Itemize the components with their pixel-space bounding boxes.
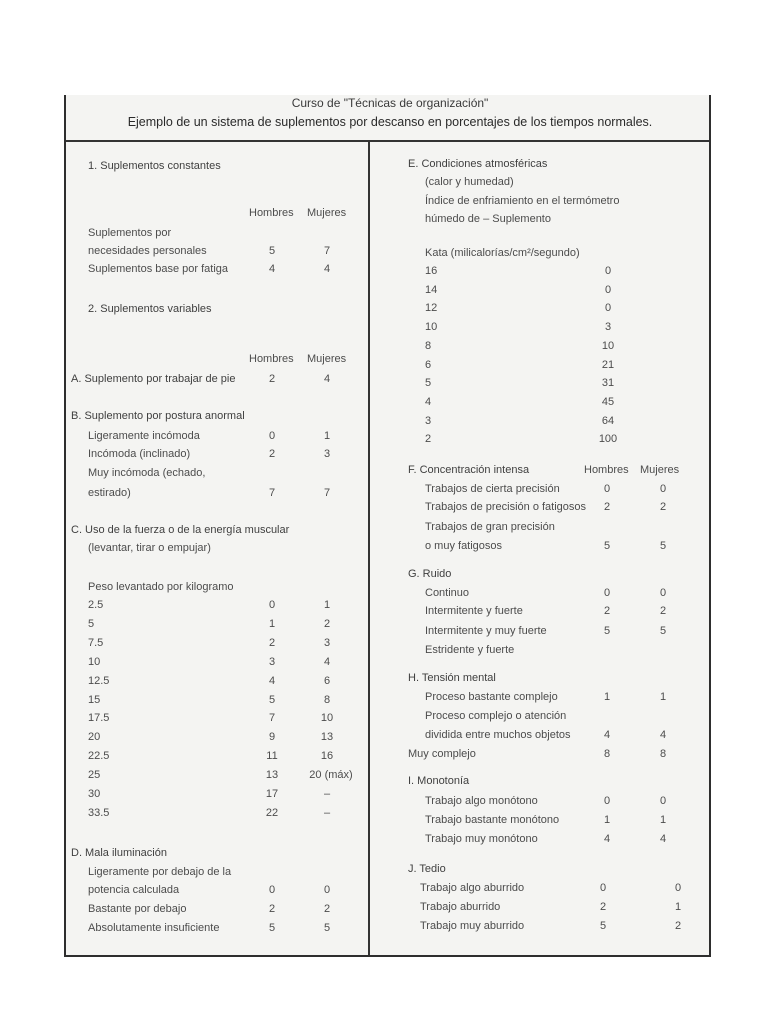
row-label: dividida entre muchos objetos <box>425 729 571 741</box>
row-label: Trabajos de cierta precisión <box>425 483 560 495</box>
value-men: 0 <box>603 795 611 807</box>
kata-index: 16 <box>425 265 438 277</box>
value-women: 0 <box>674 882 682 894</box>
value-men: 13 <box>265 769 279 781</box>
value-women: 4 <box>323 373 331 385</box>
row-label: Bastante por debajo <box>88 903 187 915</box>
row-label: Trabajos de precisión o fatigosos <box>425 501 587 513</box>
col-header-men: Hombres <box>584 464 629 476</box>
value-women: 4 <box>659 833 667 845</box>
value-men: 0 <box>268 599 276 611</box>
row-label: Trabajos de gran precisión <box>425 521 555 533</box>
kata-index: 14 <box>425 284 438 296</box>
section-a-label: A. Suplemento por trabajar de pie <box>71 373 236 385</box>
value-women: 16 <box>320 750 334 762</box>
row-label: o muy fatigosos <box>425 540 503 552</box>
value-women: 0 <box>323 884 331 896</box>
value-women: 4 <box>323 656 331 668</box>
value-men: 4 <box>603 833 611 845</box>
row-label: Intermitente y muy fuerte <box>425 625 547 637</box>
weight-kg: 12.5 <box>88 675 110 687</box>
value-men: 5 <box>599 920 607 932</box>
value-women: 3 <box>323 448 331 460</box>
kata-index: 10 <box>425 321 438 333</box>
section-variable-title: 2. Suplementos variables <box>88 303 212 315</box>
value-women: 7 <box>323 245 331 257</box>
value-women: 1 <box>674 901 682 913</box>
value-men: 0 <box>268 430 276 442</box>
row-label: Suplementos por <box>88 227 172 239</box>
weight-kg: 33.5 <box>88 807 110 819</box>
value-men: 5 <box>268 922 276 934</box>
value-men: 9 <box>268 731 276 743</box>
kata-supplement: 3 <box>604 321 612 333</box>
kata-index: 4 <box>425 396 432 408</box>
value-men: 2 <box>268 373 276 385</box>
kata-supplement: 10 <box>601 340 615 352</box>
weight-kg: 10 <box>88 656 101 668</box>
kata-index: 5 <box>425 377 432 389</box>
value-men: 4 <box>268 675 276 687</box>
weight-kg: 5 <box>88 618 95 630</box>
kata-supplement: 0 <box>604 265 612 277</box>
value-men: 2 <box>268 448 276 460</box>
row-label: Trabajo algo aburrido <box>420 882 525 894</box>
value-women: 0 <box>659 795 667 807</box>
value-men: 2 <box>268 903 276 915</box>
value-men: 8 <box>603 748 611 760</box>
value-women: 4 <box>323 263 331 275</box>
weight-kg: 22.5 <box>88 750 110 762</box>
section-i-title: I. Monotonía <box>408 775 470 787</box>
value-men: 22 <box>265 807 279 819</box>
row-label: potencia calculada <box>88 884 180 896</box>
row-label: estirado) <box>88 487 131 499</box>
value-women: 3 <box>323 637 331 649</box>
row-label: Proceso complejo o atención <box>425 710 567 722</box>
section-c-subtitle: (levantar, tirar o empujar) <box>88 542 211 554</box>
kata-index: 8 <box>425 340 432 352</box>
value-men: 1 <box>603 691 611 703</box>
weight-kg: 15 <box>88 694 101 706</box>
section-constant-title: 1. Suplementos constantes <box>88 160 221 172</box>
value-women: 2 <box>674 920 682 932</box>
value-men: 5 <box>268 245 276 257</box>
value-men: 1 <box>603 814 611 826</box>
value-men: 2 <box>599 901 607 913</box>
kata-index: 3 <box>425 415 432 427</box>
value-men: 7 <box>268 712 276 724</box>
value-men: 3 <box>268 656 276 668</box>
value-men: 0 <box>603 483 611 495</box>
section-e-line: Índice de enfriamiento en el termómetro <box>425 195 620 207</box>
kata-supplement: 31 <box>601 377 615 389</box>
section-f-title: F. Concentración intensa <box>408 464 530 476</box>
value-women: 1 <box>323 599 331 611</box>
row-label: Absolutamente insuficiente <box>88 922 220 934</box>
weight-kg: 7.5 <box>88 637 104 649</box>
value-men: 2 <box>603 501 611 513</box>
value-women: 5 <box>659 625 667 637</box>
value-men: 0 <box>268 884 276 896</box>
kata-supplement: 0 <box>604 302 612 314</box>
header-divider <box>66 140 709 142</box>
value-men: 1 <box>268 618 276 630</box>
kata-supplement: 64 <box>601 415 615 427</box>
row-label: Trabajo bastante monótono <box>425 814 560 826</box>
value-women: 1 <box>659 691 667 703</box>
kata-supplement: 45 <box>601 396 615 408</box>
row-label: Trabajo aburrido <box>420 901 501 913</box>
section-e-line: (calor y humedad) <box>425 176 514 188</box>
section-g-title: G. Ruido <box>408 568 452 580</box>
value-women: 1 <box>323 430 331 442</box>
value-men: 4 <box>603 729 611 741</box>
kata-supplement: 100 <box>598 433 618 445</box>
value-women: 20 (máx) <box>309 769 353 781</box>
value-women: 7 <box>323 487 331 499</box>
value-men: 2 <box>603 605 611 617</box>
row-label: Muy incómoda (echado, <box>88 467 206 479</box>
section-b-title: B. Suplemento por postura anormal <box>71 410 245 422</box>
col-header-women: Mujeres <box>307 207 347 219</box>
row-label: Trabajo muy aburrido <box>420 920 525 932</box>
kata-index: 6 <box>425 359 432 371</box>
value-women: 5 <box>659 540 667 552</box>
border-bottom <box>64 955 711 957</box>
value-women: 2 <box>659 501 667 513</box>
border-left <box>64 95 66 957</box>
value-men: 0 <box>603 587 611 599</box>
row-label: Ligeramente por debajo de la <box>88 866 232 878</box>
value-men: 7 <box>268 487 276 499</box>
value-women: 0 <box>659 587 667 599</box>
value-women: 5 <box>323 922 331 934</box>
row-label: Intermitente y fuerte <box>425 605 523 617</box>
value-women: 4 <box>659 729 667 741</box>
row-label: Continuo <box>425 587 470 599</box>
value-men: 5 <box>268 694 276 706</box>
weight-kg: 30 <box>88 788 101 800</box>
row-label: Trabajo algo monótono <box>425 795 538 807</box>
kata-supplement: 21 <box>601 359 615 371</box>
value-women: 2 <box>659 605 667 617</box>
value-women: 8 <box>659 748 667 760</box>
value-women: 8 <box>323 694 331 706</box>
row-label: Trabajo muy monótono <box>425 833 538 845</box>
weight-kg: 20 <box>88 731 101 743</box>
row-label: Proceso bastante complejo <box>425 691 558 703</box>
row-label: necesidades personales <box>88 245 207 257</box>
section-h-title: H. Tensión mental <box>408 672 496 684</box>
table-title: Ejemplo de un sistema de suplementos por descanso en porcentajes de los tiempos normales. <box>127 115 653 129</box>
section-d-title: D. Mala iluminación <box>71 847 167 859</box>
col-header-men: Hombres <box>249 207 294 219</box>
value-men: 11 <box>266 750 278 762</box>
course-title: Curso de "Técnicas de organización" <box>291 96 489 110</box>
value-women: 6 <box>323 675 331 687</box>
value-men: 2 <box>268 637 276 649</box>
value-men: 5 <box>603 540 611 552</box>
value-men: 0 <box>599 882 607 894</box>
col-header-men: Hombres <box>249 353 294 365</box>
value-women: 10 <box>320 712 334 724</box>
weight-kg: 25 <box>88 769 101 781</box>
row-label: Incómoda (inclinado) <box>88 448 191 460</box>
row-label: Estridente y fuerte <box>425 644 515 656</box>
kata-index: 2 <box>425 433 432 445</box>
weight-kg: 2.5 <box>88 599 104 611</box>
col-header-women: Mujeres <box>307 353 347 365</box>
weight-header: Peso levantado por kilogramo <box>88 581 234 593</box>
row-label: Ligeramente incómoda <box>88 430 200 442</box>
value-women: – <box>323 807 331 819</box>
section-e-line: E. Condiciones atmosféricas <box>408 158 548 170</box>
row-label: Muy complejo <box>408 748 476 760</box>
weight-kg: 17.5 <box>88 712 110 724</box>
section-c-title: C. Uso de la fuerza o de la energía muscular <box>71 524 290 536</box>
row-label: Suplementos base por fatiga <box>88 263 229 275</box>
column-divider <box>368 140 370 955</box>
value-women: 1 <box>659 814 667 826</box>
kata-index: 12 <box>425 302 438 314</box>
value-men: 4 <box>268 263 276 275</box>
value-women: 2 <box>323 903 331 915</box>
value-women: 0 <box>659 483 667 495</box>
value-men: 17 <box>265 788 279 800</box>
section-e-line: húmedo de – Suplemento <box>425 213 551 225</box>
value-women: – <box>323 788 331 800</box>
value-women: 2 <box>323 618 331 630</box>
section-j-title: J. Tedio <box>408 863 446 875</box>
kata-header: Kata (milicalorías/cm²/segundo) <box>425 247 580 259</box>
kata-supplement: 0 <box>604 284 612 296</box>
col-header-women: Mujeres <box>640 464 680 476</box>
border-right <box>709 95 711 957</box>
value-men: 5 <box>603 625 611 637</box>
value-women: 13 <box>320 731 334 743</box>
